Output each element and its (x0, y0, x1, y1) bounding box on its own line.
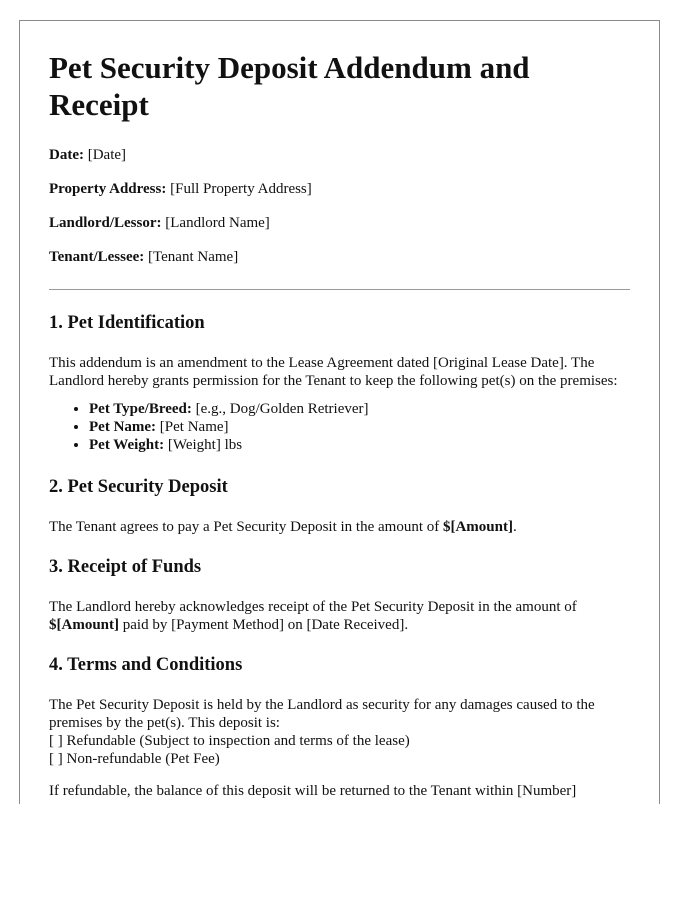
deposit-amount: $[Amount] (442, 519, 513, 535)
date-value: [Date] (87, 147, 127, 163)
section-2-text-before: The Tenant agrees to pay a Pet Security Deposit in the amount of (49, 519, 443, 535)
landlord-field (49, 215, 630, 231)
divider (49, 289, 630, 290)
section-2-text (49, 518, 630, 536)
section-3-text-before: The Landlord hereby acknowledges receipt of the Pet Security Deposit in the amount of (49, 599, 577, 615)
refundable-option: [ ] Refundable (Subject to inspection and terms of the lease) (49, 733, 410, 749)
section-1-heading: 1. Pet Identification (49, 313, 205, 333)
property-address-field (49, 181, 630, 197)
pet-name-value: [Pet Name] (159, 419, 229, 435)
list-item (89, 418, 630, 436)
section-3-heading: 3. Receipt of Funds (49, 557, 202, 577)
section-3-text-after: paid by [Payment Method] on [Date Received]. (119, 617, 409, 633)
pet-type-value: [e.g., Dog/Golden Retriever] (195, 401, 369, 417)
non-refundable-option: [ ] Non-refundable (Pet Fee) (49, 751, 220, 767)
refund-text: If refundable, the balance of this deposit will be returned to the Tenant within [Number] (49, 783, 577, 799)
section-3-text (49, 598, 630, 634)
tenant-value: [Tenant Name] (148, 249, 239, 265)
landlord-value: [Landlord Name] (165, 215, 270, 231)
received-amount: $[Amount] (49, 617, 119, 633)
document-page (19, 20, 660, 804)
document-title: Pet Security Deposit Addendum and Receipt (49, 50, 530, 122)
section-4-text (49, 696, 630, 768)
pet-weight-label: Pet Weight: (89, 437, 165, 453)
property-address-value: [Full Property Address] (170, 181, 312, 197)
date-label: Date: (49, 147, 84, 163)
section-2-heading: 2. Pet Security Deposit (49, 477, 228, 497)
landlord-label: Landlord/Lessor: (49, 215, 162, 231)
pet-weight-value: [Weight] lbs (167, 437, 243, 453)
pet-details-list (49, 400, 630, 454)
section-4-intro: The Pet Security Deposit is held by the Landlord as security for any damages caused to the premises by the pet(s). This deposit is: (49, 697, 595, 731)
date-field (49, 147, 630, 163)
list-item (89, 400, 630, 418)
tenant-label: Tenant/Lessee: (49, 249, 145, 265)
list-item (89, 436, 630, 454)
property-address-label: Property Address: (49, 181, 167, 197)
section-2-text-after: . (512, 519, 517, 535)
tenant-field (49, 249, 630, 265)
section-1-intro: This addendum is an amendment to the Lease Agreement dated [Original Lease Date]. The Landlord hereby grants permission for the Tenant to keep the following pet(s) on the premises: (49, 355, 618, 389)
pet-type-label: Pet Type/Breed: (89, 401, 192, 417)
section-4-heading: 4. Terms and Conditions (49, 655, 243, 675)
pet-name-label: Pet Name: (89, 419, 157, 435)
